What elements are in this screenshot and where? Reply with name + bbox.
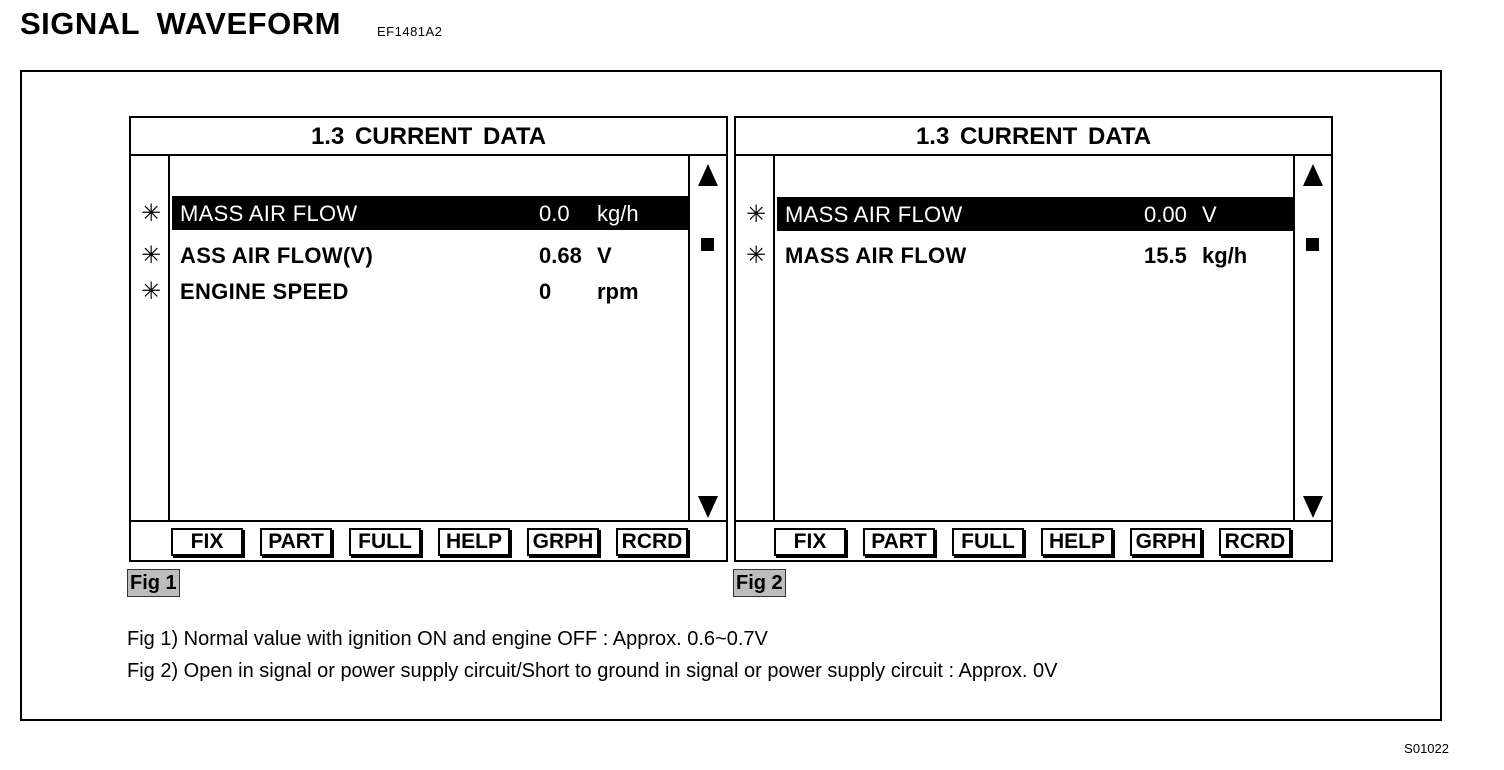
function-key-bar [736,520,1331,560]
fix-button[interactable]: FIX [774,528,846,556]
document-code: EF1481A2 [377,24,443,39]
help-button[interactable]: HELP [438,528,510,556]
data-row[interactable] [736,197,1295,233]
parameter-value: 0.68 [539,243,582,268]
graph-button[interactable]: GRPH [527,528,599,556]
parameter-unit: kg/h [1202,243,1248,268]
figure-code: S01022 [1404,741,1449,756]
scrollbar[interactable] [1293,156,1331,522]
scroll-thumb[interactable] [1306,238,1319,251]
parameter-unit: kg/h [597,201,639,226]
full-button[interactable]: FULL [349,528,421,556]
part-button[interactable]: PART [863,528,935,556]
scanner-screen-2 [734,116,1333,562]
caption-note: Fig 2) Open in signal or power supply circuit/Short to ground in signal or power supply circuit : Approx. 0V [127,660,1058,682]
scroll-thumb[interactable] [701,238,714,251]
asterisk-icon: ✳ [746,242,767,269]
parameter-unit: rpm [597,279,639,304]
full-button[interactable]: FULL [952,528,1024,556]
scroll-down-arrow-icon[interactable] [698,496,718,518]
parameter-name: ENGINE SPEED [180,279,349,304]
parameter-unit: V [1202,202,1217,227]
parameter-name: ASS AIR FLOW(V) [180,243,374,268]
parameter-value: 15.5 [1144,243,1187,268]
parameter-name: MASS AIR FLOW [785,243,967,268]
asterisk-icon: ✳ [746,201,767,228]
part-button[interactable]: PART [260,528,332,556]
asterisk-icon: ✳ [141,278,162,305]
parameter-name: MASS AIR FLOW [785,202,963,227]
help-button[interactable]: HELP [1041,528,1113,556]
fix-button[interactable]: FIX [171,528,243,556]
data-row[interactable] [131,196,690,232]
parameter-name: MASS AIR FLOW [180,201,358,226]
scroll-up-arrow-icon[interactable] [1303,164,1323,186]
caption-note: Fig 1) Normal value with ignition ON and engine OFF : Approx. 0.6~0.7V [127,628,768,650]
data-row[interactable] [736,238,1295,274]
asterisk-icon: ✳ [141,242,162,269]
figure-label: Fig 1 [127,569,180,597]
asterisk-icon: ✳ [141,200,162,227]
record-button[interactable]: RCRD [1219,528,1291,556]
screen-title: 1.3 CURRENT DATA [131,118,726,156]
data-row[interactable] [131,238,690,274]
function-key-bar [131,520,726,560]
scanner-screen-1 [129,116,728,562]
parameter-value: 0.0 [539,201,570,226]
parameter-value: 0.00 [1144,202,1187,227]
graph-button[interactable]: GRPH [1130,528,1202,556]
scrollbar[interactable] [688,156,726,522]
data-row[interactable] [131,274,690,310]
figure-label: Fig 2 [733,569,786,597]
page-title: SIGNAL WAVEFORM [20,6,341,41]
parameter-value: 0 [539,279,552,304]
scroll-up-arrow-icon[interactable] [698,164,718,186]
parameter-unit: V [597,243,612,268]
record-button[interactable]: RCRD [616,528,688,556]
screen-title: 1.3 CURRENT DATA [736,118,1331,156]
scroll-down-arrow-icon[interactable] [1303,496,1323,518]
